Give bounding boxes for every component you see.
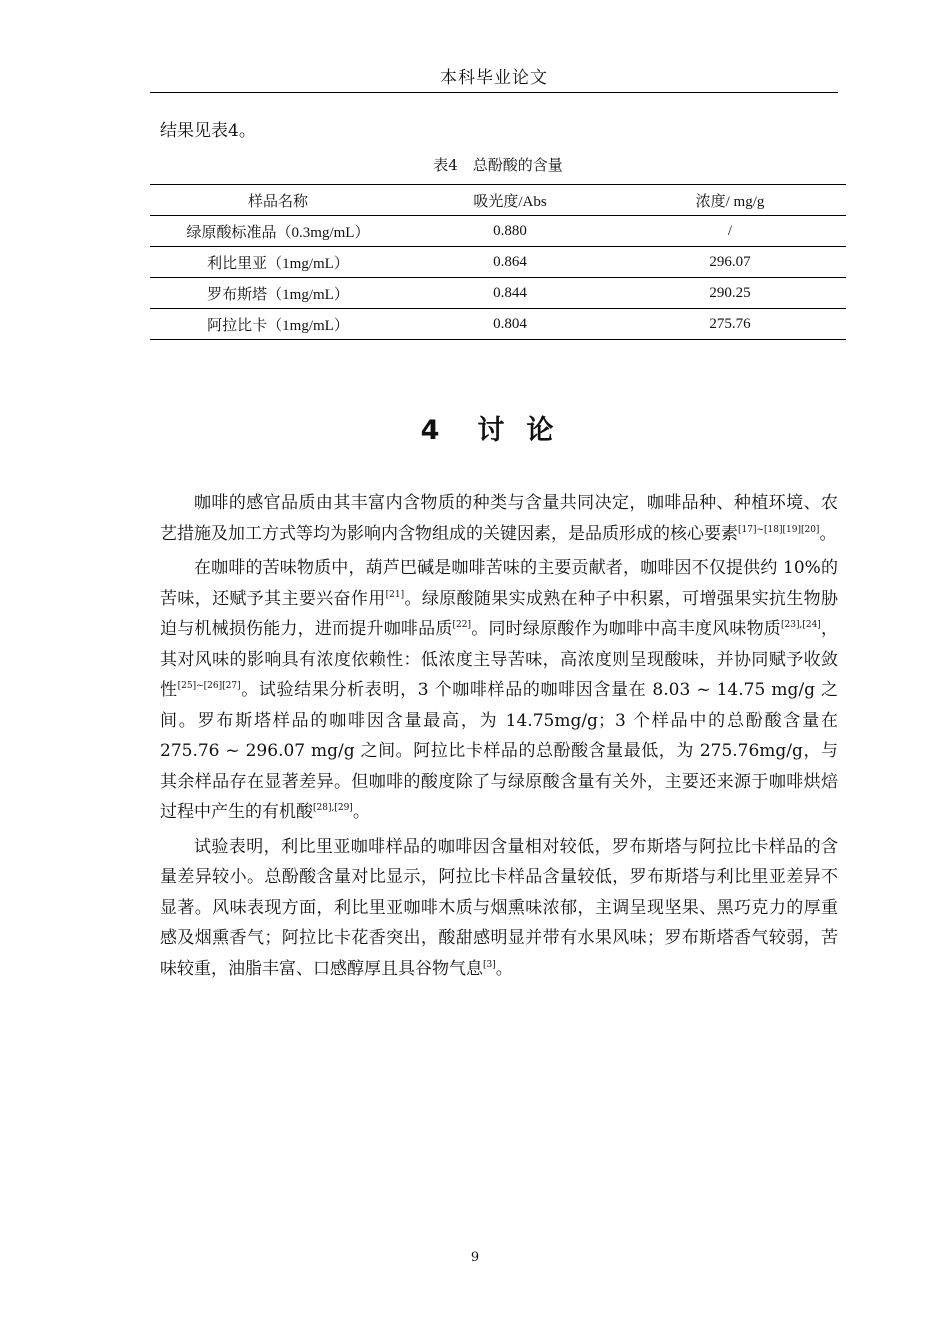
paragraph-text: 。 [495,958,513,979]
lead-text: 结果见表4。 [160,121,256,141]
column-header: 浓度/ mg/g [614,185,846,216]
table-cell: 0.864 [406,247,614,278]
paragraph-text: 。绿原酸随果实成熟在种子中积累，可增强果实抗生物胁迫与机械损伤能力，进而提升咖啡品质 [160,588,839,639]
table-cell: / [614,216,846,247]
section-number: 4 [420,415,440,446]
table-header-row [150,185,846,216]
citation: [21] [385,589,405,600]
citation: [28],[29] [313,803,353,813]
table-caption: 表4 总酚酸的含量 [433,156,563,174]
table-row [150,216,846,247]
table-cell: 296.07 [614,247,846,278]
paragraph-text: 。 [352,802,370,822]
table-cell: 利比里亚（1mg/mL） [150,247,406,278]
phenolic-acid-table [150,184,846,340]
paragraph-text: 。试验结果分析表明，3 个咖啡样品的咖啡因含量在 8.03 ~ 14.75 mg/g 之间。罗布斯塔样品的咖啡因含量最高，为 14.75mg/g；3 个样品中的总酚酸含量在 275.76 ~ 296.07 mg/g 之间。阿拉比卡样品的总酚酸含量最低，为 275.76mg/g，与其余样品存在显著差异。但咖啡的酸度除了与绿原酸含量有关外，主要还来源于咖啡烘焙过程中产生的有机酸 [160,680,838,822]
paragraph-text: 咖啡的感官品质由其丰富内含物质的种类与含量共同决定，咖啡品种、种植环境、农艺措施及加工方式等均为影响内含物组成的关键因素，是品质形成的核心要素 [160,493,838,544]
table-cell: 275.76 [614,309,846,340]
column-header: 样品名称 [150,185,406,216]
table-row [150,278,846,309]
table-cell: 绿原酸标准品（0.3mg/mL） [150,216,406,247]
citation: [3] [483,959,496,970]
page-header [150,64,838,93]
section-title: 讨论 [477,415,576,446]
citation: [17]~[18][19][20] [738,524,820,535]
paragraph [160,488,838,549]
paragraph [160,553,838,828]
paragraph-text: 试验表明，利比里亚咖啡样品的咖啡因含量相对较低，罗布斯塔与阿拉比卡样品的含量差异较小。总酚酸含量对比显示，阿拉比卡样品含量较低，罗布斯塔与利比里亚差异不显著。风味表现方面，利比里亚咖啡木质与烟熏味浓郁，主调呈现坚果、黑巧克力的厚重感及烟熏香气；阿拉比卡花香突出，酸甜感明显并带有水果风味；罗布斯塔香气较弱，苦味较重，油脂丰富、口感醇厚且具谷物气息 [160,836,838,979]
citation: [23],[24] [781,620,821,630]
page-number: 9 [470,1250,480,1265]
paragraph [160,832,838,985]
section-heading [150,408,846,447]
discussion-body [160,488,838,988]
table-row [150,247,846,278]
header-title: 本科毕业论文 [440,68,548,88]
table-cell: 罗布斯塔（1mg/mL） [150,278,406,309]
citation: [22] [452,620,472,630]
table-cell: 阿拉比卡（1mg/mL） [150,309,406,340]
table-row [150,309,846,340]
paragraph-text: 在咖啡的苦味物质中，葫芦巴碱是咖啡苦味的主要贡献者，咖啡因不仅提供约 10%的苦味，还赋予其主要兴奋作用 [160,558,838,609]
table-cell: 0.880 [406,216,614,247]
table-cell: 290.25 [614,278,846,309]
paragraph-text: ，其对风味的影响具有浓度依赖性：低浓度主导苦味，高浓度则呈现酸味，并协同赋予收敛性 [160,619,839,700]
table-cell: 0.844 [406,278,614,309]
column-header: 吸光度/Abs [406,185,614,216]
table-cell: 0.804 [406,309,614,340]
paragraph-text: 。同时绿原酸作为咖啡中高丰度风味物质 [471,619,781,639]
paragraph-text: 。 [819,523,837,544]
citation: [25]~[26][27] [177,681,241,691]
